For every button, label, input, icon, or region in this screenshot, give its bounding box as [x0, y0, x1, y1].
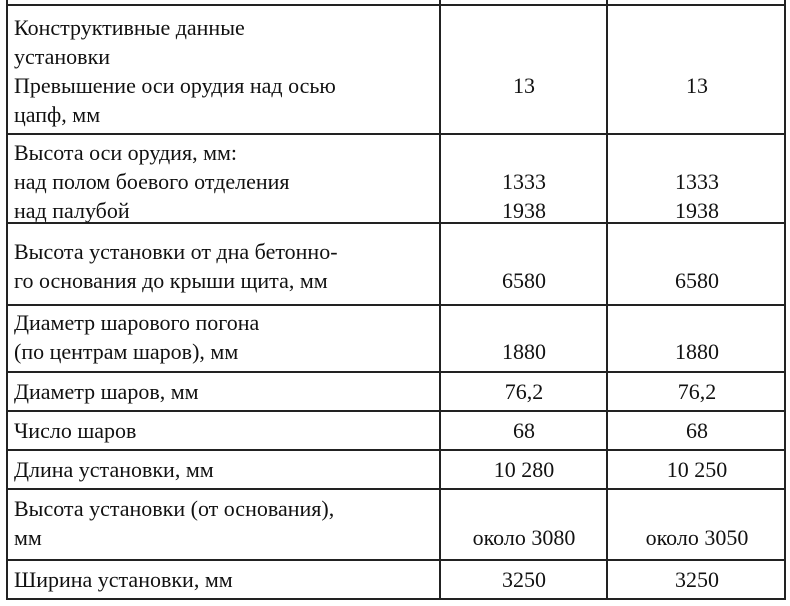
- column-divider-2: [606, 0, 608, 600]
- row-label: [14, 565, 434, 594]
- value-col2: [609, 455, 785, 484]
- value-col1: [442, 167, 606, 225]
- value-col2: [609, 266, 785, 295]
- column-divider-1: [439, 0, 441, 600]
- row-divider: [6, 559, 786, 561]
- label-line: Ширина установки, мм: [14, 567, 233, 592]
- value-col1: [442, 455, 606, 484]
- label-line: цапф, мм: [14, 102, 101, 127]
- value-line: 10 280: [493, 457, 555, 482]
- row-divider: [6, 598, 786, 600]
- row-label: [14, 416, 434, 445]
- value-col1: [442, 71, 606, 100]
- label-line: Длина установки, мм: [14, 457, 214, 482]
- row-label: [14, 494, 434, 552]
- value-col2: [609, 71, 785, 100]
- value-line: 1333: [675, 169, 719, 194]
- value-line: около 3050: [645, 525, 749, 550]
- value-col2: [609, 377, 785, 406]
- label-line: над палубой: [14, 198, 130, 223]
- value-line: 3250: [502, 567, 546, 592]
- value-col1: [442, 266, 606, 295]
- row-label: [14, 13, 434, 129]
- label-line: Высота оси орудия, мм:: [14, 140, 238, 165]
- value-col2: [609, 523, 785, 552]
- row-divider: [6, 4, 786, 6]
- table-border-left: [6, 0, 8, 600]
- value-col2: [609, 416, 785, 445]
- value-line: 1880: [675, 339, 719, 364]
- value-col2: [609, 337, 785, 366]
- row-label: [14, 377, 434, 406]
- value-col1: [442, 377, 606, 406]
- row-label: [14, 237, 434, 295]
- label-line: над полом боевого отделения: [14, 169, 290, 194]
- value-line: 76,2: [677, 379, 717, 404]
- row-divider: [6, 133, 786, 135]
- row-label: [14, 138, 434, 225]
- row-divider: [6, 371, 786, 373]
- label-line: Диаметр шаров, мм: [14, 379, 199, 404]
- value-line: около 3080: [472, 525, 576, 550]
- row-label: [14, 308, 434, 366]
- label-line: установки: [14, 44, 111, 69]
- label-line: мм: [14, 525, 42, 550]
- value-line: 68: [686, 418, 708, 443]
- value-line: 1880: [502, 339, 546, 364]
- label-line: Конструктивные данные: [14, 15, 245, 40]
- value-col2: [609, 167, 785, 225]
- row-divider: [6, 449, 786, 451]
- label-line: Число шаров: [14, 418, 137, 443]
- value-col1: [442, 416, 606, 445]
- label-line: Высота установки (от основания),: [14, 496, 335, 521]
- value-line: 68: [513, 418, 535, 443]
- value-line: 1938: [675, 198, 719, 223]
- value-line: 1333: [502, 169, 546, 194]
- label-line: Диаметр шарового погона: [14, 310, 260, 335]
- value-line: 13: [513, 73, 535, 98]
- value-col2: [609, 565, 785, 594]
- row-label: [14, 455, 434, 484]
- value-col1: [442, 523, 606, 552]
- label-line: Превышение оси орудия над осью: [14, 73, 336, 98]
- label-line: го основания до крыши щита, мм: [14, 268, 328, 293]
- value-col1: [442, 337, 606, 366]
- value-line: 76,2: [504, 379, 544, 404]
- value-col1: [442, 565, 606, 594]
- value-line: 6580: [675, 268, 719, 293]
- value-line: 3250: [675, 567, 719, 592]
- label-line: Высота установки от дна бетонно-: [14, 239, 338, 264]
- row-divider: [6, 410, 786, 412]
- row-divider: [6, 488, 786, 490]
- value-line: 13: [686, 73, 708, 98]
- value-line: 6580: [502, 268, 546, 293]
- value-line: 10 250: [666, 457, 728, 482]
- label-line: (по центрам шаров), мм: [14, 339, 239, 364]
- row-divider: [6, 304, 786, 306]
- value-line: 1938: [502, 198, 546, 223]
